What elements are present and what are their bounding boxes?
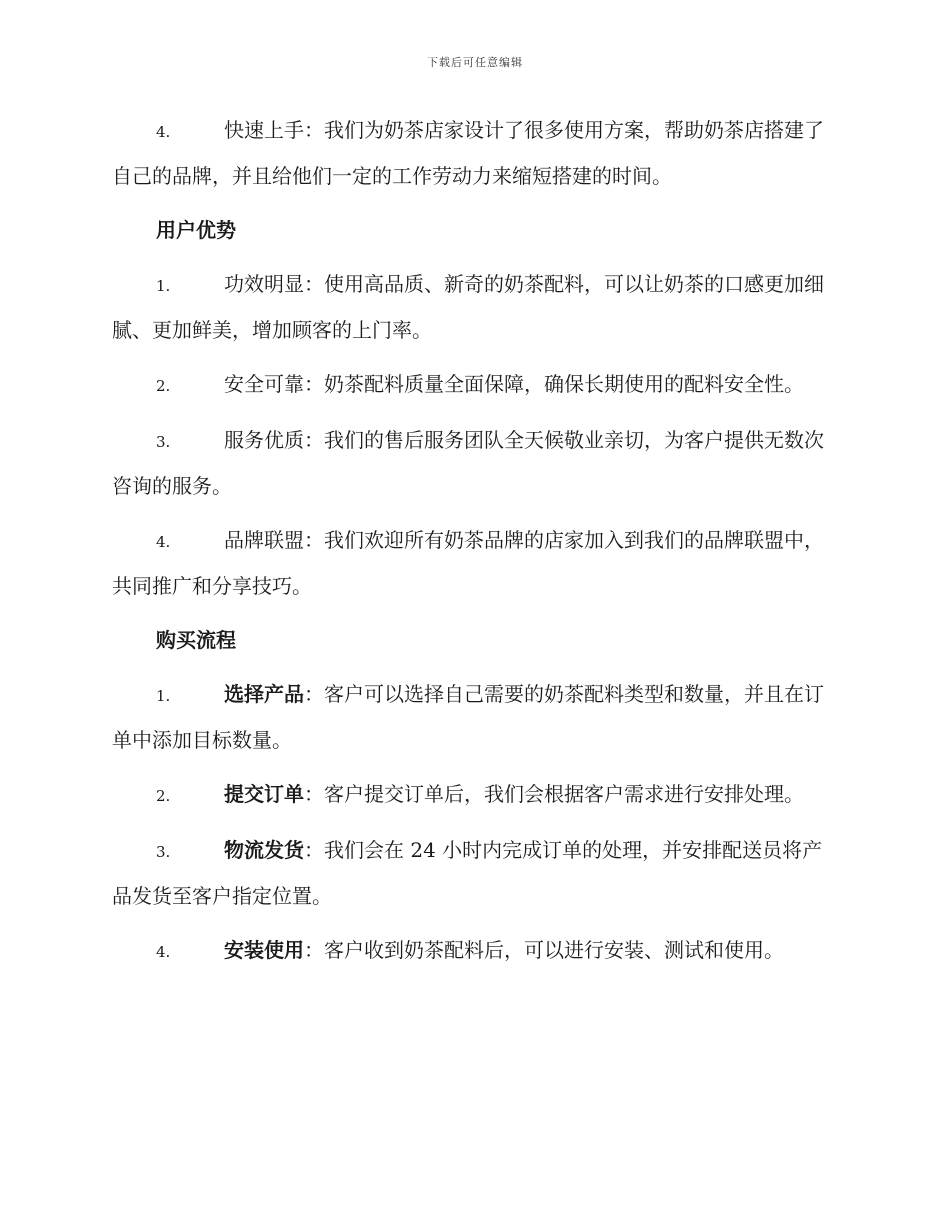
- process-item-1: [112, 672, 840, 762]
- list-text: ：使用高品质、新奇的奶茶配料，可以让奶茶的口感更加细腻、更加鲜美，增加顾客的上门率。: [112, 272, 824, 342]
- list-term: 选择产品: [224, 682, 304, 706]
- list-text: ：我们会在 24 小时内完成订单的处理，并安排配送员将产品发货至客户指定位置。: [112, 838, 823, 908]
- advantage-item-4: [112, 518, 840, 608]
- list-number: 4.: [156, 943, 171, 961]
- list-number: 4.: [156, 123, 171, 141]
- list-term: 物流发货: [224, 838, 304, 862]
- intro-list-item: [112, 108, 840, 198]
- advantage-item-1: [112, 262, 840, 352]
- section-heading-user-advantages: 用户优势: [156, 218, 236, 242]
- list-term: 安全可靠: [224, 372, 304, 396]
- list-text: ：客户提交订单后，我们会根据客户需求进行安排处理。: [304, 782, 804, 806]
- list-term: 功效明显: [224, 272, 304, 296]
- list-text: ：奶茶配料质量全面保障，确保长期使用的配料安全性。: [304, 372, 804, 396]
- list-text: ：我们为奶茶店家设计了很多使用方案，帮助奶茶店搭建了自己的品牌，并且给他们一定的工作劳动力来缩短搭建的时间。: [112, 118, 824, 188]
- list-number: 2.: [156, 787, 171, 805]
- list-term: 快速上手: [224, 118, 304, 142]
- process-item-2: [112, 772, 840, 818]
- list-term: 品牌联盟: [224, 528, 304, 552]
- list-text: ：我们欢迎所有奶茶品牌的店家加入到我们的品牌联盟中，共同推广和分享技巧。: [112, 528, 824, 598]
- header-note: 下载后可任意编辑: [427, 56, 523, 69]
- advantage-item-2: [112, 362, 840, 408]
- list-text: ：客户可以选择自己需要的奶茶配料类型和数量，并且在订单中添加目标数量。: [112, 682, 824, 752]
- list-number: 3.: [156, 843, 171, 861]
- list-term: 提交订单: [224, 782, 304, 806]
- document-body: [112, 108, 840, 984]
- process-item-3: [112, 828, 840, 918]
- list-term: 安装使用: [224, 938, 304, 962]
- list-number: 2.: [156, 377, 171, 395]
- list-number: 3.: [156, 433, 171, 451]
- process-item-4: [112, 928, 840, 974]
- list-text: ：客户收到奶茶配料后，可以进行安装、测试和使用。: [304, 938, 784, 962]
- list-number: 1.: [156, 687, 171, 705]
- advantage-item-3: [112, 418, 840, 508]
- list-term: 服务优质: [224, 428, 304, 452]
- list-number: 1.: [156, 277, 171, 295]
- list-text: ：我们的售后服务团队全天候敬业亲切，为客户提供无数次咨询的服务。: [112, 428, 824, 498]
- list-number: 4.: [156, 533, 171, 551]
- section-heading-purchase-process: 购买流程: [156, 628, 236, 652]
